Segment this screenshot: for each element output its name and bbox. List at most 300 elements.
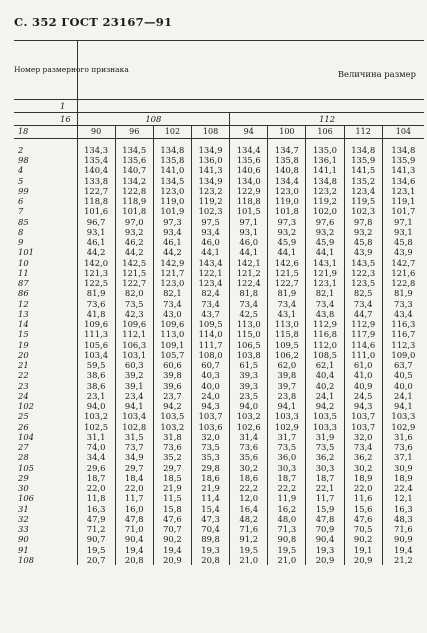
table-row [14,309,424,319]
table-cell: 108,5 [306,350,344,360]
measurements-table [14,40,424,565]
table-cell: 22,2 [268,483,306,493]
group-112: 112 [230,113,424,126]
table-cell: 109,6 [153,319,191,329]
table-cell: 103,4 [77,350,115,360]
row-index: 12 [14,299,77,309]
table-cell: 40,5 [382,371,424,381]
table-cell: 29,7 [115,463,153,473]
table-cell: 45,8 [344,237,382,247]
table-cell: 141,1 [306,166,344,176]
table-cell: 12,0 [230,494,268,504]
table-row [14,545,424,555]
table-cell: 39,8 [153,371,191,381]
row-index: 21 [14,360,77,370]
table-cell: 36,2 [306,453,344,463]
table-cell: 90,7 [77,535,115,545]
row-index: 7 [14,207,77,217]
table-cell: 73,6 [382,442,424,452]
table-cell: 43,9 [382,248,424,258]
table-cell: 16,3 [77,504,115,514]
table-row [14,268,424,278]
table-cell: 70,9 [306,524,344,534]
table-row [14,504,424,514]
table-cell: 24,1 [382,391,424,401]
row-index: 19 [14,340,77,350]
table-cell: 15,4 [191,504,229,514]
table-cell: 73,3 [382,299,424,309]
table-cell: 11,7 [115,494,153,504]
table-cell: 73,4 [153,299,191,309]
table-cell: 82,5 [344,289,382,299]
table-cell: 97,0 [115,217,153,227]
table-cell: 30,9 [382,463,424,473]
table-cell: 39,6 [153,381,191,391]
table-cell: 102,9 [268,422,306,432]
table-cell: 35,2 [153,453,191,463]
table-cell: 11,7 [306,494,344,504]
table-cell: 44,2 [153,248,191,258]
table-cell: 102,3 [344,207,382,217]
table-cell: 134,5 [153,176,191,186]
table-row [14,350,424,360]
table-cell: 60,6 [153,360,191,370]
table-cell: 103,2 [230,412,268,422]
table-cell: 45,9 [268,237,306,247]
table-cell: 91,2 [230,535,268,545]
row-index: 5 [14,176,77,186]
table-cell: 134,3 [77,139,115,156]
table-cell: 113,0 [230,319,268,329]
table-cell: 48,0 [268,514,306,524]
table-cell: 73,5 [191,442,229,452]
table-row [14,278,424,288]
row-index: 8 [14,227,77,237]
table-cell: 102,3 [191,207,229,217]
row-index: 102 [14,401,77,411]
table-cell: 102,9 [382,422,424,432]
table-cell: 112,0 [306,340,344,350]
table-cell: 41,8 [77,309,115,319]
table-cell: 31,9 [306,432,344,442]
table-cell: 32,0 [344,432,382,442]
row-index: 24 [14,391,77,401]
table-cell: 23,7 [153,391,191,401]
table-cell: 44,1 [230,248,268,258]
table-cell: 31,6 [382,432,424,442]
table-cell: 30,2 [230,463,268,473]
table-cell: 123,4 [344,186,382,196]
col-header: 106 [306,126,344,139]
table-cell: 140,7 [115,166,153,176]
table-cell: 94,3 [344,401,382,411]
table-cell: 101,8 [115,207,153,217]
row-18 [14,126,424,139]
table-cell: 106,5 [230,340,268,350]
table-cell: 82,0 [115,289,153,299]
table-cell: 31,7 [268,432,306,442]
table-cell: 142,5 [115,258,153,268]
table-cell: 43,0 [153,309,191,319]
table-cell: 94,1 [115,401,153,411]
row-index: 87 [14,278,77,288]
table-cell: 19,4 [153,545,191,555]
table-cell: 103,3 [268,412,306,422]
table-cell: 44,2 [115,248,153,258]
table-cell: 142,1 [230,258,268,268]
table-row [14,299,424,309]
table-cell: 39,2 [115,371,153,381]
table-cell: 20,7 [77,555,115,565]
table-head-row [14,41,424,100]
table-cell: 105,7 [153,350,191,360]
table-row [14,381,424,391]
row-index: 101 [14,248,77,258]
table-cell: 63,7 [382,360,424,370]
table-cell: 108,0 [191,350,229,360]
table-cell: 20,9 [153,555,191,565]
table-cell: 136,1 [306,155,344,165]
table-cell: 20,8 [191,555,229,565]
row-index: 28 [14,453,77,463]
table-cell: 31,1 [77,432,115,442]
table-cell: 73,4 [306,299,344,309]
table-cell: 111,3 [77,330,115,340]
table-cell: 134,9 [191,176,229,186]
table-cell: 47,6 [153,514,191,524]
table-cell: 89,8 [191,535,229,545]
table-cell: 16,2 [268,504,306,514]
table-cell: 118,9 [115,196,153,206]
row-index: 26 [14,422,77,432]
table-cell: 30,2 [344,463,382,473]
table-cell: 29,6 [77,463,115,473]
table-cell: 71,6 [230,524,268,534]
table-row [14,401,424,411]
table-cell: 142,9 [153,258,191,268]
table-cell: 121,3 [77,268,115,278]
table-cell: 82,1 [306,289,344,299]
row-index: 14 [14,319,77,329]
table-cell: 82,4 [191,289,229,299]
table-cell: 46,0 [230,237,268,247]
table-cell: 47,9 [77,514,115,524]
row-index: 27 [14,442,77,452]
row-index: 105 [14,463,77,473]
table-cell: 123,0 [153,278,191,288]
table-cell: 19,5 [230,545,268,555]
table-cell: 121,5 [115,268,153,278]
table-cell: 94,1 [382,401,424,411]
table-cell: 121,6 [382,268,424,278]
table-cell: 21,0 [230,555,268,565]
table-row [14,289,424,299]
table-row [14,412,424,422]
table-cell: 47,8 [306,514,344,524]
table-cell: 123,2 [306,186,344,196]
table-cell: 16,0 [115,504,153,514]
table-cell: 15,6 [344,504,382,514]
row-index: 108 [14,555,77,565]
table-cell: 116,7 [382,330,424,340]
table-cell: 112,9 [306,319,344,329]
measurements-table-wrap [14,40,424,565]
table-cell: 101,9 [153,207,191,217]
col-header: 90 [77,126,115,139]
table-cell: 48,2 [230,514,268,524]
table-cell: 135,6 [230,155,268,165]
table-cell: 21,2 [382,555,424,565]
table-cell: 81,8 [230,289,268,299]
table-cell: 36,2 [344,453,382,463]
table-cell: 44,1 [306,248,344,258]
table-cell: 102,6 [230,422,268,432]
table-cell: 23,4 [115,391,153,401]
table-cell: 19,3 [306,545,344,555]
table-cell: 141,5 [344,166,382,176]
table-cell: 117,9 [344,330,382,340]
table-cell: 22,0 [344,483,382,493]
row-index: 85 [14,217,77,227]
table-cell: 97,8 [344,217,382,227]
table-cell: 93,2 [344,227,382,237]
table-cell: 70,7 [153,524,191,534]
table-cell: 70,4 [191,524,229,534]
table-row [14,555,424,565]
table-cell: 42,5 [230,309,268,319]
table-cell: 34,9 [115,453,153,463]
table-cell: 11,9 [268,494,306,504]
table-cell: 103,7 [344,412,382,422]
table-cell: 19,5 [77,545,115,555]
row-index: 6 [14,196,77,206]
table-cell: 43,8 [306,309,344,319]
table-cell: 90,2 [153,535,191,545]
table-cell: 123,0 [153,186,191,196]
table-cell: 118,8 [230,196,268,206]
table-cell: 135,6 [115,155,153,165]
table-cell: 44,1 [268,248,306,258]
table-cell: 142,7 [382,258,424,268]
row-index: 91 [14,545,77,555]
table-cell: 102,0 [306,207,344,217]
table-cell: 134,8 [306,176,344,186]
table-cell: 105,6 [77,340,115,350]
table-cell: 47,3 [191,514,229,524]
table-row [14,237,424,247]
col-header: 112 [344,126,382,139]
table-cell: 109,5 [191,319,229,329]
table-cell: 134,8 [382,139,424,156]
table-cell: 82,1 [153,289,191,299]
table-cell: 73,6 [77,299,115,309]
table-cell: 134,8 [153,139,191,156]
table-cell: 23,1 [77,391,115,401]
table-cell: 81,9 [268,289,306,299]
table-cell: 93,4 [191,227,229,237]
table-cell: 46,0 [191,237,229,247]
table-cell: 109,6 [77,319,115,329]
table-cell: 61,5 [230,360,268,370]
row-index: 29 [14,473,77,483]
table-cell: 123,5 [344,278,382,288]
table-cell: 119,1 [382,196,424,206]
table-cell: 73,5 [115,299,153,309]
page-header: С. 352 ГОСТ 23167—91 [14,15,173,29]
table-cell: 22,0 [115,483,153,493]
table-cell: 114,0 [191,330,229,340]
table-cell: 23,8 [268,391,306,401]
table-cell: 109,0 [382,350,424,360]
table-cell: 142,0 [77,258,115,268]
table-cell: 134,4 [230,139,268,156]
table-cell: 93,4 [153,227,191,237]
table-cell: 15,8 [153,504,191,514]
table-cell: 112,9 [344,319,382,329]
table-cell: 103,4 [115,412,153,422]
table-cell: 22,0 [77,483,115,493]
table-row [14,176,424,186]
table-cell: 90,2 [344,535,382,545]
table-cell: 81,9 [382,289,424,299]
table-cell: 39,3 [230,381,268,391]
table-cell: 103,2 [153,422,191,432]
table-cell: 101,8 [268,207,306,217]
table-cell: 141,0 [153,166,191,176]
table-cell: 36,0 [268,453,306,463]
table-cell: 73,5 [268,442,306,452]
table-cell: 47,8 [115,514,153,524]
table-cell: 112,3 [382,340,424,350]
table-cell: 71,2 [77,524,115,534]
table-cell: 73,4 [344,299,382,309]
table-cell: 40,9 [344,381,382,391]
table-cell: 140,6 [230,166,268,176]
table-cell: 122,3 [344,268,382,278]
table-cell: 46,1 [153,237,191,247]
table-cell: 122,7 [115,278,153,288]
table-cell: 19,4 [115,545,153,555]
row-num-label [14,100,424,113]
table-cell: 143,5 [344,258,382,268]
table-cell: 71,6 [382,524,424,534]
table-cell: 134,5 [115,139,153,156]
table-cell: 90,9 [382,535,424,545]
row-16 [14,113,424,126]
table-row [14,463,424,473]
table-cell: 119,0 [268,196,306,206]
table-cell: 21,9 [153,483,191,493]
table-cell: 122,7 [77,186,115,196]
table-row [14,360,424,370]
table-cell: 93,2 [268,227,306,237]
table-cell: 18,9 [344,473,382,483]
table-cell: 62,0 [268,360,306,370]
table-cell: 11,4 [191,494,229,504]
table-cell: 115,0 [230,330,268,340]
table-row [14,514,424,524]
table-row [14,248,424,258]
table-cell: 40,3 [191,371,229,381]
table-cell: 43,1 [268,309,306,319]
table-cell: 47,6 [344,514,382,524]
table-cell: 21,9 [191,483,229,493]
table-cell: 44,2 [77,248,115,258]
table-cell: 20,8 [115,555,153,565]
table-row [14,391,424,401]
table-cell: 34,4 [77,453,115,463]
table-row [14,524,424,534]
table-cell: 101,6 [77,207,115,217]
table-cell: 119,5 [344,196,382,206]
table-cell: 122,8 [382,278,424,288]
table-cell: 122,5 [77,278,115,288]
table-cell: 123,2 [191,186,229,196]
table-cell: 30,3 [268,463,306,473]
table-cell: 43,7 [191,309,229,319]
table-cell: 73,4 [344,442,382,452]
table-cell: 61,0 [344,360,382,370]
table-cell: 39,7 [268,381,306,391]
table-cell: 73,5 [306,442,344,452]
table-row [14,207,424,217]
row-index: 106 [14,494,77,504]
table-cell: 94,2 [306,401,344,411]
table-cell: 122,1 [191,268,229,278]
table-row [14,196,424,206]
table-cell: 121,7 [153,268,191,278]
table-cell: 135,8 [153,155,191,165]
table-cell: 45,8 [382,237,424,247]
table-cell: 20,9 [306,555,344,565]
row-index: 22 [14,371,77,381]
table-cell: 122,9 [230,186,268,196]
table-cell: 109,6 [115,319,153,329]
table-cell: 73,6 [153,442,191,452]
table-cell: 94,2 [153,401,191,411]
table-cell: 93,1 [382,227,424,237]
table-cell: 31,4 [230,432,268,442]
table-cell: 38,6 [77,381,115,391]
row-index: 33 [14,524,77,534]
table-cell: 121,9 [306,268,344,278]
table-cell: 113,0 [268,319,306,329]
table-cell: 42,3 [115,309,153,319]
table-cell: 97,3 [153,217,191,227]
table-cell: 30,3 [306,463,344,473]
table-cell: 24,0 [191,391,229,401]
table-cell: 46,2 [115,237,153,247]
table-row [14,227,424,237]
row-index: 10 [14,258,77,268]
table-cell: 140,4 [77,166,115,176]
table-cell: 11,8 [77,494,115,504]
table-cell: 62,1 [306,360,344,370]
table-cell: 29,8 [191,463,229,473]
row-index: 32 [14,514,77,524]
row-index: 98 [14,155,77,165]
table-cell: 96,7 [77,217,115,227]
table-row [14,453,424,463]
table-cell: 29,7 [153,463,191,473]
table-row [14,319,424,329]
row-num-cell: 1 [14,100,77,113]
table-cell: 18,7 [268,473,306,483]
table-cell: 123,0 [268,186,306,196]
table-row [14,186,424,196]
table-cell: 70,5 [344,524,382,534]
table-cell: 134,6 [382,176,424,186]
